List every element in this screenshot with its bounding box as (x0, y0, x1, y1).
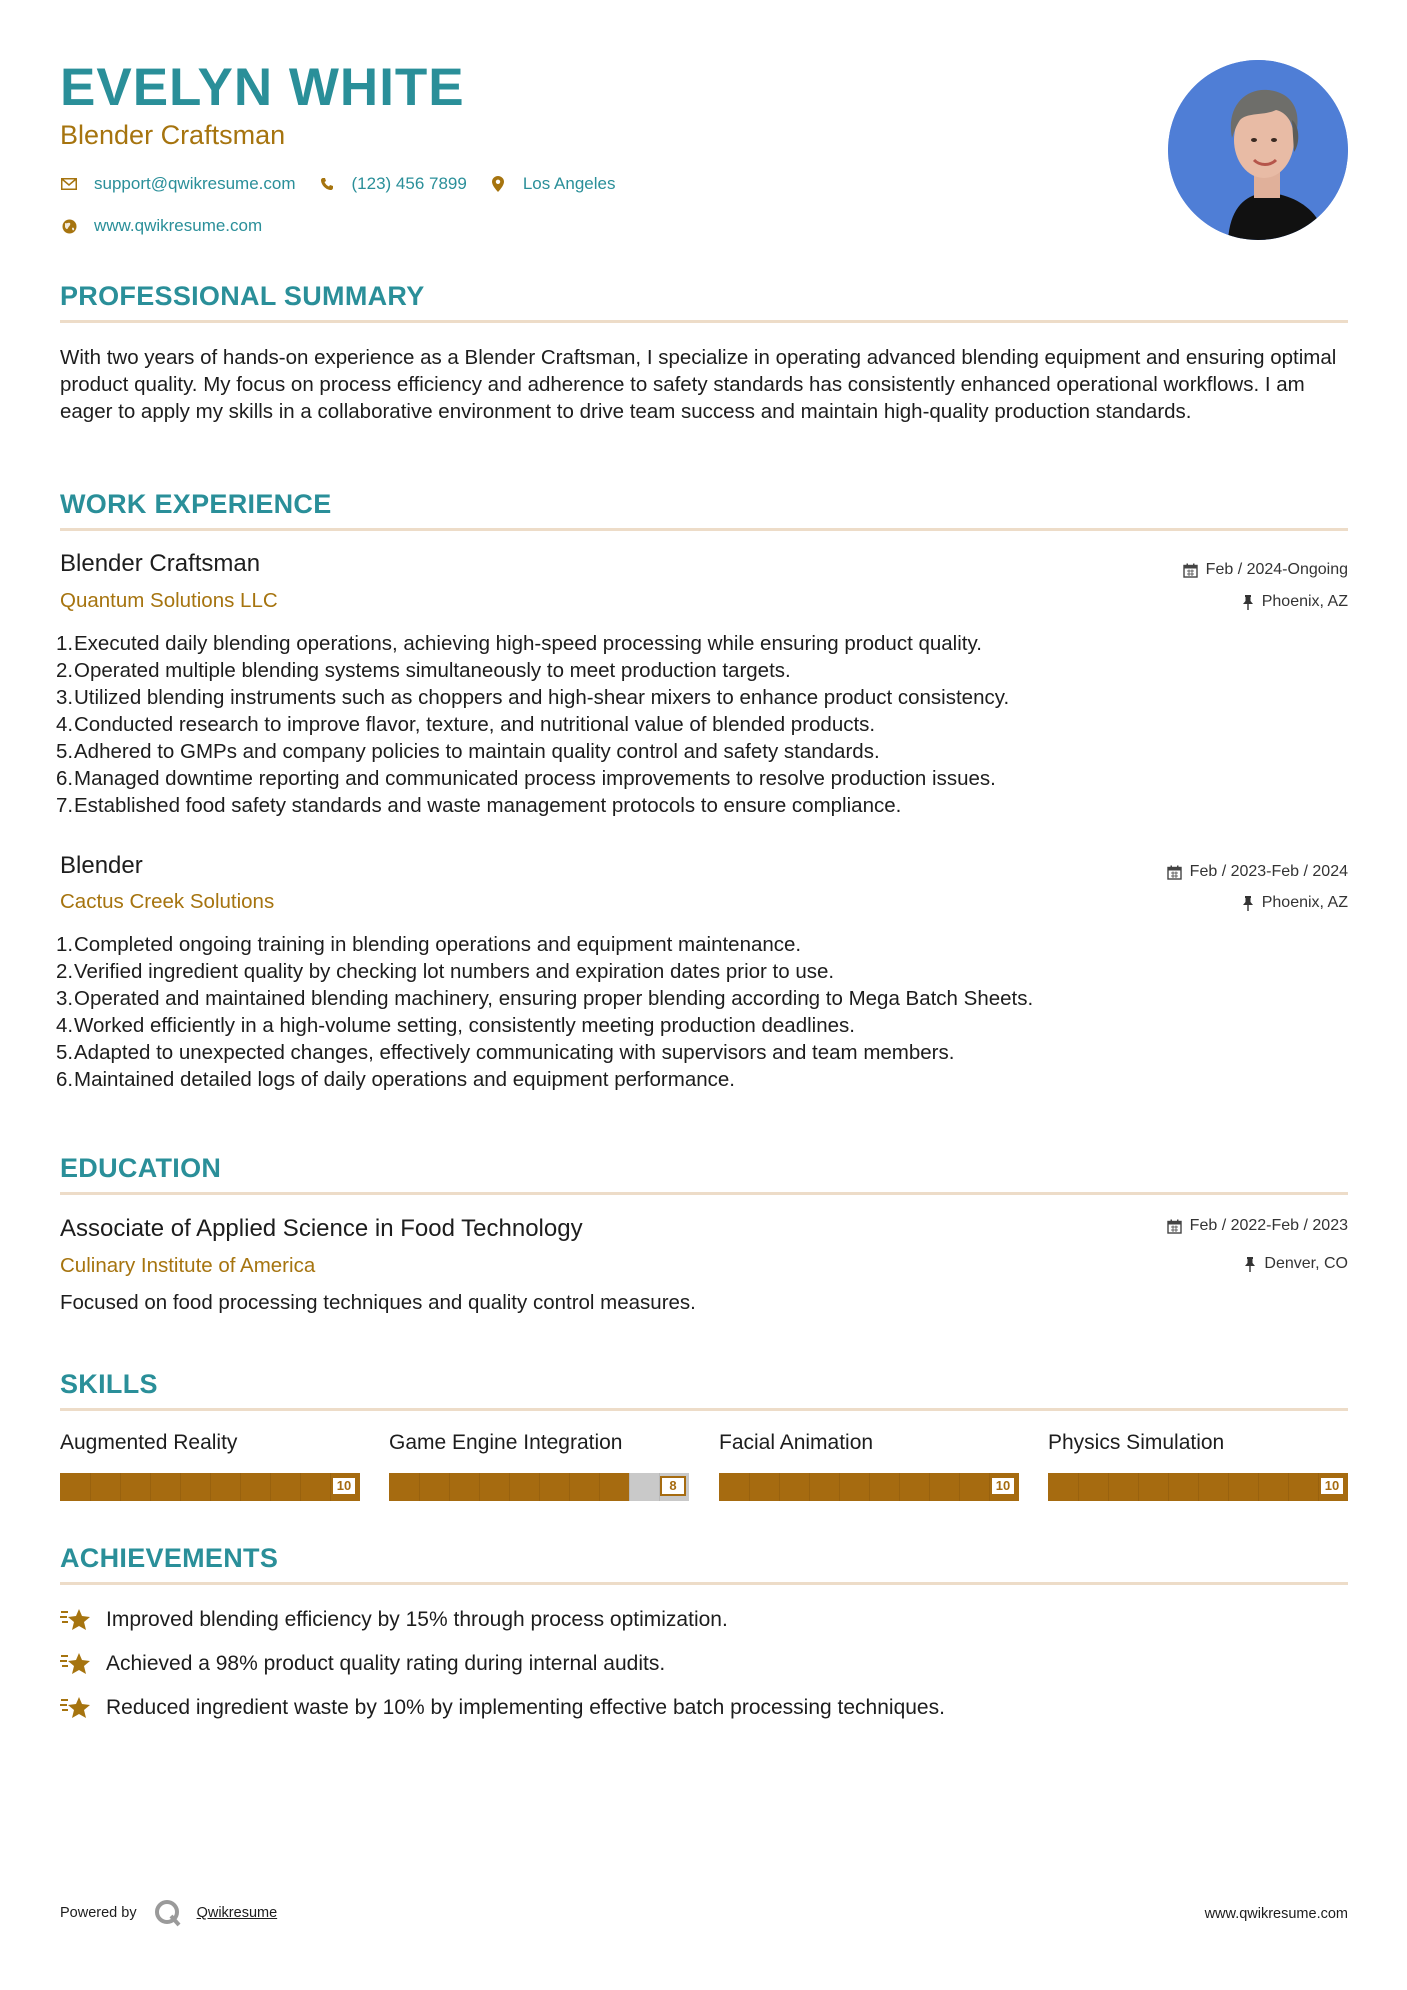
job-location (1242, 893, 1348, 913)
star-award-icon (60, 1650, 92, 1678)
achievements-divider (60, 1582, 1348, 1585)
education-location (1244, 1254, 1348, 1274)
skill-name: Augmented Reality (60, 1431, 238, 1454)
skill-bar-segment (899, 1473, 900, 1501)
job-bullets (56, 630, 1348, 819)
skill-bar-segment (479, 1473, 480, 1501)
skill-bar-segment (449, 1473, 450, 1501)
skills-heading: SKILLS (60, 1369, 158, 1399)
job-company: Quantum Solutions LLC (60, 589, 278, 612)
list-item: 1. Executed daily blending operations, achieving high-speed processing while ensuring product quality. (56, 632, 982, 655)
achievement-item (60, 1694, 945, 1722)
skill-bar-segment (959, 1473, 960, 1501)
pushpin-icon (1242, 595, 1254, 610)
skill-bar-segment (839, 1473, 840, 1501)
job-company: Cactus Creek Solutions (60, 890, 275, 913)
education-dates-text: Feb / 2022-Feb / 2023 (1189, 1217, 1348, 1234)
calendar-icon (1167, 865, 1182, 880)
skill-bar-segment (120, 1473, 121, 1501)
star-award-icon (60, 1606, 92, 1634)
map-pin-icon (489, 175, 507, 193)
skill-item (719, 1430, 1019, 1493)
list-item: 2. Verified ingredient quality by checking lot numbers and expiration dates prior to use. (56, 960, 835, 983)
calendar-icon (1167, 1219, 1182, 1234)
achievement-text: Improved blending efficiency by 15% through process optimization. (106, 1608, 728, 1631)
skill-bar-segment (300, 1473, 301, 1501)
qwikresume-link[interactable]: Qwikresume (196, 1905, 278, 1921)
skill-bar-segment (1198, 1473, 1199, 1501)
globe-icon (60, 217, 78, 235)
summary-heading: PROFESSIONAL SUMMARY (60, 281, 425, 311)
skill-bar-segment (180, 1473, 181, 1501)
skill-bar-segment (1288, 1473, 1289, 1501)
skill-bar-segment (1078, 1473, 1079, 1501)
resume-page (56, 0, 1348, 1990)
skill-bar-segment (869, 1473, 870, 1501)
list-item: 3. Operated and maintained blending machinery, ensuring proper blending according to Mega Batch Sheets. (56, 987, 1034, 1010)
phone-icon (318, 175, 336, 193)
skill-bar-segment (90, 1473, 91, 1501)
job-location-text: Phoenix, AZ (1261, 593, 1348, 610)
achievements-heading: ACHIEVEMENTS (60, 1543, 279, 1573)
skill-bar-segment (240, 1473, 241, 1501)
list-item: 5. Adapted to unexpected changes, effectively communicating with supervisors and team members. (56, 1041, 955, 1064)
job-bullets (56, 931, 1348, 1093)
website-text: www.qwikresume.com (94, 216, 263, 235)
job-dates-text: Feb / 2023-Feb / 2024 (1189, 863, 1348, 880)
skill-level-badge: 10 (331, 1476, 357, 1496)
contact-website[interactable] (60, 214, 262, 238)
location-text: Los Angeles (522, 174, 616, 193)
list-item: 5. Adhered to GMPs and company policies to maintain quality control and safety standards. (56, 740, 880, 763)
skill-bar-segment (509, 1473, 510, 1501)
job-role: Blender (60, 852, 143, 879)
skill-name: Facial Animation (719, 1431, 874, 1454)
profile-photo (1168, 60, 1348, 240)
contact-row (60, 172, 637, 196)
achievement-text: Achieved a 98% product quality rating during internal audits. (106, 1652, 666, 1675)
skill-item (389, 1430, 689, 1493)
list-item: 4. Conducted research to improve flavor, texture, and nutritional value of blended products. (56, 713, 876, 736)
skill-bar-segment (270, 1473, 271, 1501)
experience-divider (60, 528, 1348, 531)
skill-bar-segment (1258, 1473, 1259, 1501)
skill-bar-segment (809, 1473, 810, 1501)
skill-bar-segment (779, 1473, 780, 1501)
skill-level-badge: 10 (990, 1476, 1016, 1496)
contact-phone[interactable] (318, 174, 467, 194)
skill-level-badge: 10 (1319, 1476, 1345, 1496)
contact-email[interactable] (60, 174, 296, 194)
summary-text: With two years of hands-on experience as a Blender Craftsman, I specialize in operating advanced blending equipment and ensuring optimal product quality. My focus on process efficiency and adherence to safety standards has consistently enhanced operational workflows. I am eager to apply my skills in a collaborative environment to drive team success and maintain high-quality production standards. (60, 346, 1337, 423)
skill-bar-segment (749, 1473, 750, 1501)
skill-bar (1048, 1473, 1348, 1501)
list-item: 7. Established food safety standards and waste management protocols to ensure compliance. (56, 794, 902, 817)
footer-powered-by (60, 1898, 277, 1928)
skill-level-badge: 8 (660, 1476, 686, 1496)
job-location-text: Phoenix, AZ (1261, 894, 1348, 911)
contact-location (489, 174, 616, 194)
pushpin-icon (1244, 1257, 1256, 1272)
education-heading: EDUCATION (60, 1153, 222, 1183)
school-name: Culinary Institute of America (60, 1254, 316, 1277)
education-location-text: Denver, CO (1264, 1255, 1348, 1272)
list-item: 2. Operated multiple blending systems simultaneously to meet production targets. (56, 659, 791, 682)
list-item: 6. Managed downtime reporting and communicated process improvements to resolve production issues. (56, 767, 996, 790)
skill-bar-segment (629, 1473, 630, 1501)
star-award-icon (60, 1694, 92, 1722)
qwikresume-logo-icon (153, 1898, 183, 1928)
skill-name: Physics Simulation (1048, 1431, 1225, 1454)
envelope-icon (60, 175, 78, 193)
experience-heading: WORK EXPERIENCE (60, 489, 332, 519)
skill-bar-segment (929, 1473, 930, 1501)
skill-item (1048, 1430, 1348, 1493)
email-text: support@qwikresume.com (94, 174, 296, 193)
education-dates (1167, 1216, 1348, 1236)
skill-bar-segment (599, 1473, 600, 1501)
skill-item (60, 1430, 360, 1493)
skill-bar-segment (569, 1473, 570, 1501)
candidate-name: EVELYN WHITE (60, 58, 465, 117)
achievement-item (60, 1606, 728, 1634)
skill-name: Game Engine Integration (389, 1431, 623, 1454)
skill-bar-segment (1138, 1473, 1139, 1501)
skill-bar-segment (1228, 1473, 1229, 1501)
education-divider (60, 1192, 1348, 1195)
powered-by-label: Powered by (60, 1905, 137, 1921)
degree-title: Associate of Applied Science in Food Technology (60, 1215, 583, 1242)
skill-bar (60, 1473, 360, 1501)
pushpin-icon (1242, 896, 1254, 911)
job-location (1242, 592, 1348, 612)
skill-bar (719, 1473, 1019, 1501)
summary-divider (60, 320, 1348, 323)
skill-bar-segment (1108, 1473, 1109, 1501)
skill-bar (389, 1473, 689, 1501)
skill-bar-segment (419, 1473, 420, 1501)
skill-bar-segment (150, 1473, 151, 1501)
list-item: 3. Utilized blending instruments such as choppers and high-shear mixers to enhance product consistency. (56, 686, 1010, 709)
list-item: 4. Worked efficiently in a high-volume setting, consistently meeting production deadlines. (56, 1014, 855, 1037)
candidate-title: Blender Craftsman (60, 120, 286, 150)
job-dates (1167, 862, 1348, 882)
calendar-icon (1183, 563, 1198, 578)
job-dates-text: Feb / 2024-Ongoing (1205, 561, 1348, 578)
footer-website[interactable]: www.qwikresume.com (1204, 1906, 1348, 1922)
skill-bar-segment (539, 1473, 540, 1501)
list-item: 1. Completed ongoing training in blending operations and equipment maintenance. (56, 933, 802, 956)
skill-bar-segment (1168, 1473, 1169, 1501)
job-dates (1183, 560, 1348, 580)
skills-divider (60, 1408, 1348, 1411)
skill-bar-segment (210, 1473, 211, 1501)
list-item: 6. Maintained detailed logs of daily operations and equipment performance. (56, 1068, 735, 1091)
achievement-item (60, 1650, 665, 1678)
achievement-text: Reduced ingredient waste by 10% by implementing effective batch processing techniques. (106, 1696, 945, 1719)
job-role: Blender Craftsman (60, 550, 261, 577)
phone-text: (123) 456 7899 (351, 174, 467, 193)
education-description: Focused on food processing techniques and quality control measures. (60, 1291, 696, 1314)
